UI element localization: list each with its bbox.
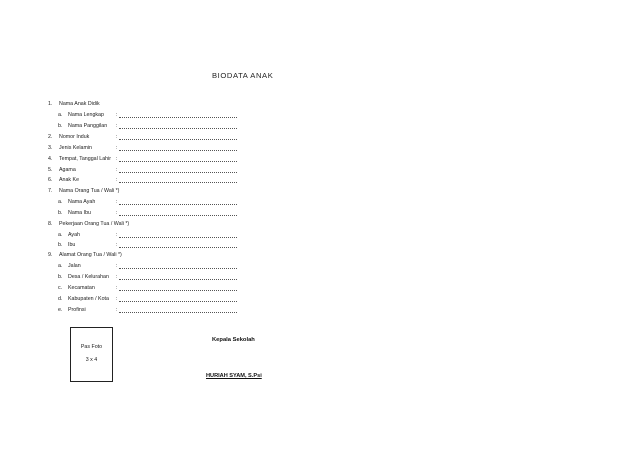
item-label: Nama Anak Didik: [59, 101, 100, 107]
form-row-8: [0, 221, 638, 228]
item-number: 8.: [48, 221, 53, 227]
item-label: Kecamatan: [68, 285, 95, 291]
item-colon: :: [116, 210, 118, 216]
item-sub-letter: b.: [58, 210, 63, 216]
item-colon: :: [116, 274, 118, 280]
item-label: Ibu: [68, 242, 76, 248]
item-label: Ayah: [68, 232, 80, 238]
item-number: 7.: [48, 188, 53, 194]
form-row-2: [0, 134, 638, 141]
form-row-1b: [0, 123, 638, 130]
photo-label: Pas Foto: [80, 344, 103, 350]
fill-in-line: [119, 215, 237, 216]
fill-in-line: [119, 301, 237, 302]
item-colon: :: [116, 123, 118, 129]
item-sub-letter: d.: [58, 296, 63, 302]
fill-in-line: [119, 237, 237, 238]
fill-in-line: [119, 139, 237, 140]
form-row-7a: [0, 199, 638, 206]
item-colon: :: [116, 296, 118, 302]
item-label: Jenis Kelamin: [59, 145, 92, 151]
fill-in-line: [119, 128, 237, 129]
item-colon: :: [116, 177, 118, 183]
item-colon: :: [116, 242, 118, 248]
item-label: Tempat, Tanggal Lahir: [59, 156, 112, 162]
form-row-7b: [0, 210, 638, 217]
form-row-8b: [0, 242, 638, 249]
photo-size: 3 x 4: [85, 357, 98, 363]
item-sub-letter: b.: [58, 123, 63, 129]
item-number: 5.: [48, 167, 53, 173]
item-colon: :: [116, 112, 118, 118]
item-colon: :: [116, 307, 118, 313]
item-colon: :: [116, 285, 118, 291]
form-row-9a: [0, 263, 638, 270]
form-row-9d: [0, 296, 638, 303]
item-number: 9.: [48, 252, 53, 258]
fill-in-line: [119, 247, 237, 248]
item-label: Alamat Orang Tua / Wali *): [59, 252, 122, 258]
form-row-4: [0, 156, 638, 163]
item-number: 4.: [48, 156, 53, 162]
form-row-9c: [0, 285, 638, 292]
item-label: Nama Panggilan: [68, 123, 108, 129]
item-number: 2.: [48, 134, 53, 140]
item-colon: :: [116, 232, 118, 238]
item-sub-letter: b.: [58, 274, 63, 280]
item-sub-letter: a.: [58, 112, 63, 118]
fill-in-line: [119, 290, 237, 291]
item-label: Nama Ibu: [68, 210, 91, 216]
fill-in-line: [119, 182, 237, 183]
document-title: BIODATA ANAK: [212, 71, 274, 80]
item-sub-letter: e.: [58, 307, 63, 313]
fill-in-line: [119, 312, 237, 313]
signature-name: HURIAH SYAM, S.Psi: [206, 373, 262, 379]
form-row-7: [0, 188, 638, 195]
item-colon: :: [116, 263, 118, 269]
item-label: Nama Ayah: [68, 199, 96, 205]
item-colon: :: [116, 167, 118, 173]
item-number: 1.: [48, 101, 53, 107]
item-sub-letter: c.: [58, 285, 63, 291]
item-colon: :: [116, 134, 118, 140]
form-row-1: [0, 101, 638, 108]
item-label: Agama: [59, 167, 76, 173]
fill-in-line: [119, 204, 237, 205]
form-row-3: [0, 145, 638, 152]
item-label: Kabupaten / Kota: [68, 296, 109, 302]
item-sub-letter: a.: [58, 263, 63, 269]
item-colon: :: [116, 199, 118, 205]
item-label: Nama Lengkap: [68, 112, 104, 118]
fill-in-line: [119, 117, 237, 118]
item-label: Nomor Induk: [59, 134, 90, 140]
fill-in-line: [119, 161, 237, 162]
form-row-9: [0, 252, 638, 259]
item-sub-letter: a.: [58, 199, 63, 205]
fill-in-line: [119, 172, 237, 173]
form-row-5: [0, 167, 638, 174]
item-label: Pekerjaan Orang Tua / Wali *): [59, 221, 130, 227]
signature-title: Kepala Sekolah: [212, 337, 255, 343]
form-row-6: [0, 177, 638, 184]
item-label: Desa / Kelurahan: [68, 274, 109, 280]
photo-box: [70, 327, 113, 382]
form-row-9e: [0, 307, 638, 314]
item-sub-letter: a.: [58, 232, 63, 238]
item-label: Anak Ke: [59, 177, 80, 183]
item-label: Nama Orang Tua / Wali *): [59, 188, 120, 194]
fill-in-line: [119, 268, 237, 269]
form-row-1a: [0, 112, 638, 119]
item-label: Jalan: [68, 263, 81, 269]
fill-in-line: [119, 150, 237, 151]
item-number: 6.: [48, 177, 53, 183]
form-row-8a: [0, 232, 638, 239]
item-number: 3.: [48, 145, 53, 151]
item-colon: :: [116, 156, 118, 162]
form-row-9b: [0, 274, 638, 281]
fill-in-line: [119, 279, 237, 280]
item-sub-letter: b.: [58, 242, 63, 248]
item-colon: :: [116, 145, 118, 151]
item-label: Profinsi: [68, 307, 86, 313]
